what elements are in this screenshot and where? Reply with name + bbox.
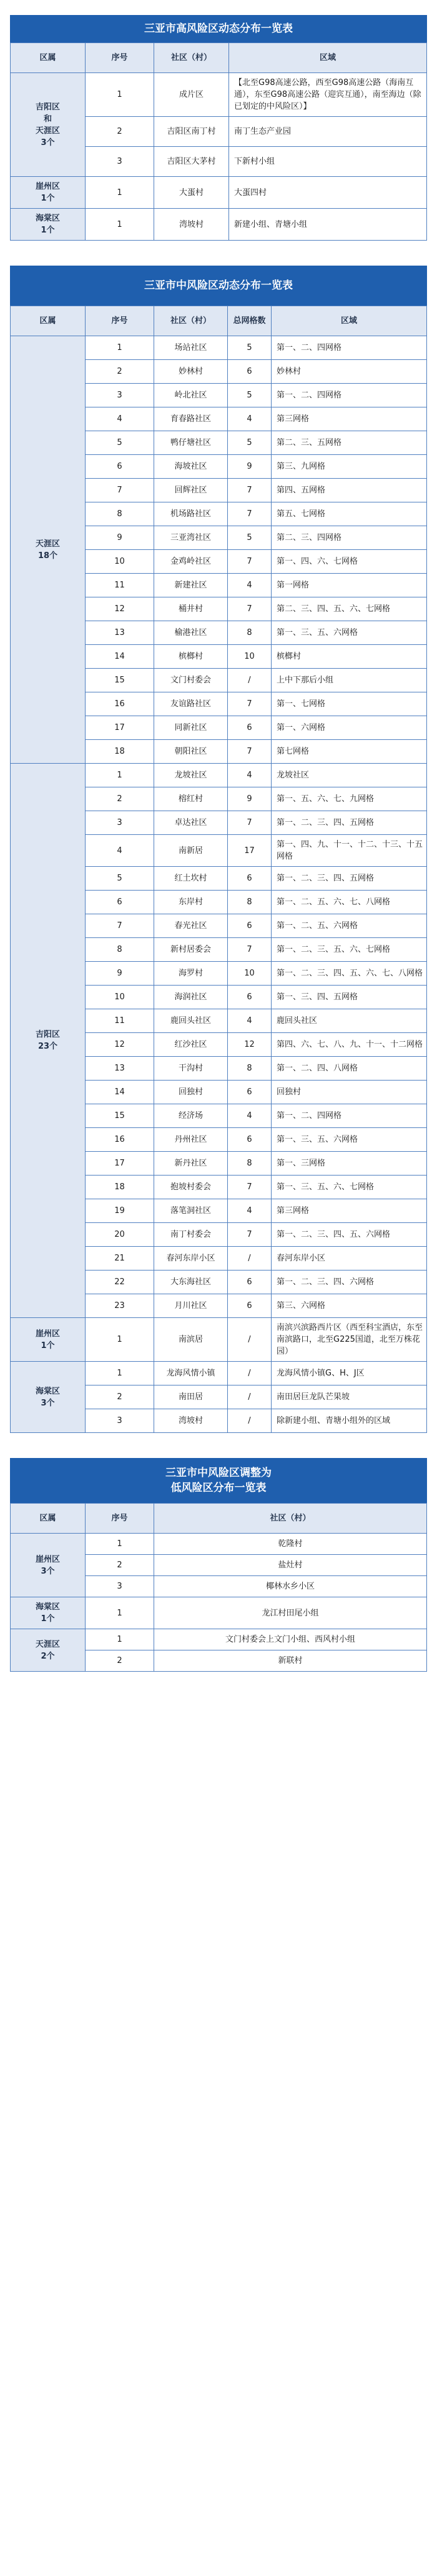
district-cell: 崖州区 3个 bbox=[11, 1534, 86, 1597]
area-cell: 第一、七网格 bbox=[272, 692, 427, 716]
grid-count-cell: 8 bbox=[228, 1152, 272, 1176]
row-number: 14 bbox=[86, 1081, 154, 1104]
grid-count-cell: 6 bbox=[228, 914, 272, 938]
community-cell: 新建社区 bbox=[154, 574, 228, 597]
community-cell: 南新居 bbox=[154, 835, 228, 867]
medium-risk-title: 三亚市中风险区动态分布一览表 bbox=[10, 266, 427, 306]
community-cell: 槟榔村 bbox=[154, 645, 228, 669]
row-number: 12 bbox=[86, 1033, 154, 1057]
area-cell: 第一、四、六、七网格 bbox=[272, 550, 427, 574]
grid-count-cell: 6 bbox=[228, 1294, 272, 1318]
row-number: 15 bbox=[86, 669, 154, 692]
community-cell: 龙海风情小镇 bbox=[154, 1362, 228, 1385]
high-risk-header-row bbox=[11, 43, 427, 73]
row-number: 8 bbox=[86, 502, 154, 526]
row-number: 1 bbox=[86, 1597, 154, 1629]
grid-count-cell: 4 bbox=[228, 764, 272, 787]
area-cell: 第一、三、五、六网格 bbox=[272, 1128, 427, 1152]
community-cell: 榆港社区 bbox=[154, 621, 228, 645]
grid-count-cell: 5 bbox=[228, 384, 272, 407]
community-cell: 鸭仔塘社区 bbox=[154, 431, 228, 455]
row-number: 1 bbox=[86, 764, 154, 787]
header-number: 序号 bbox=[86, 306, 154, 336]
community-cell: 抱坡村委会 bbox=[154, 1176, 228, 1199]
community-cell: 卓达社区 bbox=[154, 811, 228, 835]
row-number: 14 bbox=[86, 645, 154, 669]
community-cell: 大东海社区 bbox=[154, 1271, 228, 1294]
community-cell: 大蛋村 bbox=[154, 177, 229, 209]
row-number: 20 bbox=[86, 1223, 154, 1247]
row-number: 9 bbox=[86, 526, 154, 550]
row-number: 21 bbox=[86, 1247, 154, 1271]
row-number: 11 bbox=[86, 574, 154, 597]
area-cell: 第一、三、五、六网格 bbox=[272, 621, 427, 645]
area-cell: 第一、四、九、十一、十二、十三、十五网格 bbox=[272, 835, 427, 867]
adjusted-section bbox=[0, 1458, 437, 1672]
grid-count-cell: 6 bbox=[228, 716, 272, 740]
district-cell: 吉阳区 23个 bbox=[11, 764, 86, 1318]
grid-count-cell: / bbox=[228, 1247, 272, 1271]
area-cell: 南丁生态产业园 bbox=[229, 117, 427, 147]
header-community: 社区（村） bbox=[154, 306, 228, 336]
area-cell: 第一、二、三、四、五、六、七、八网格 bbox=[272, 962, 427, 986]
community-cell: 回辉社区 bbox=[154, 479, 228, 502]
district-cell: 海棠区 1个 bbox=[11, 1597, 86, 1629]
table-row bbox=[11, 336, 427, 360]
community-cell: 岭北社区 bbox=[154, 384, 228, 407]
community-cell: 龙江村田尾小组 bbox=[154, 1597, 427, 1629]
community-cell: 金鸡岭社区 bbox=[154, 550, 228, 574]
community-cell: 龙坡社区 bbox=[154, 764, 228, 787]
community-cell: 南丁村委会 bbox=[154, 1223, 228, 1247]
area-cell: 【北至G98高速公路，西至G98高速公路（海南互通），东至G98高速公路（迎宾互通），南至海边（除已划定的中风险区）】 bbox=[229, 73, 427, 117]
community-cell: 海罗村 bbox=[154, 962, 228, 986]
district-cell: 天涯区 18个 bbox=[11, 336, 86, 764]
adjusted-title-line2: 低风险区分布一览表 bbox=[170, 1482, 267, 1494]
community-cell: 同新社区 bbox=[154, 716, 228, 740]
area-cell: 第一、二、四网格 bbox=[272, 336, 427, 360]
community-cell: 榕红村 bbox=[154, 787, 228, 811]
area-cell: 槟榔村 bbox=[272, 645, 427, 669]
row-number: 5 bbox=[86, 867, 154, 891]
row-number: 16 bbox=[86, 692, 154, 716]
row-number: 4 bbox=[86, 835, 154, 867]
community-cell: 湾坡村 bbox=[154, 209, 229, 241]
medium-risk-section bbox=[0, 266, 437, 1433]
grid-count-cell: 5 bbox=[228, 526, 272, 550]
table-row bbox=[11, 209, 427, 241]
row-number: 11 bbox=[86, 1009, 154, 1033]
area-cell: 南滨兴滨路西片区（西至科宝酒店，东至南滨路口，北至G225国道，北至万株花园） bbox=[272, 1318, 427, 1362]
adjusted-header-row bbox=[11, 1504, 427, 1534]
grid-count-cell: 7 bbox=[228, 550, 272, 574]
community-cell: 机场路社区 bbox=[154, 502, 228, 526]
row-number: 1 bbox=[86, 177, 154, 209]
area-cell: 回独村 bbox=[272, 1081, 427, 1104]
community-cell: 东岸村 bbox=[154, 891, 228, 914]
adjusted-table bbox=[10, 1503, 427, 1672]
header-number: 序号 bbox=[86, 43, 154, 73]
grid-count-cell: 7 bbox=[228, 502, 272, 526]
row-number: 5 bbox=[86, 431, 154, 455]
row-number: 7 bbox=[86, 914, 154, 938]
grid-count-cell: 9 bbox=[228, 787, 272, 811]
medium-risk-table bbox=[10, 306, 427, 1433]
row-number: 13 bbox=[86, 1057, 154, 1081]
community-cell: 春光社区 bbox=[154, 914, 228, 938]
grid-count-cell: 9 bbox=[228, 455, 272, 479]
area-cell: 第一、三网格 bbox=[272, 1152, 427, 1176]
high-risk-section bbox=[0, 15, 437, 241]
grid-count-cell: 4 bbox=[228, 407, 272, 431]
grid-count-cell: 7 bbox=[228, 692, 272, 716]
row-number: 2 bbox=[86, 117, 154, 147]
high-risk-table bbox=[10, 42, 427, 241]
grid-count-cell: 6 bbox=[228, 1271, 272, 1294]
area-cell: 第一、二、四、八网格 bbox=[272, 1057, 427, 1081]
area-cell: 龙坡社区 bbox=[272, 764, 427, 787]
grid-count-cell: 6 bbox=[228, 867, 272, 891]
grid-count-cell: 7 bbox=[228, 938, 272, 962]
area-cell: 妙林村 bbox=[272, 360, 427, 384]
area-cell: 南田居巨龙队芒果坡 bbox=[272, 1385, 427, 1409]
area-cell: 第一、二、五、六网格 bbox=[272, 914, 427, 938]
community-cell: 桶井村 bbox=[154, 597, 228, 621]
row-number: 19 bbox=[86, 1199, 154, 1223]
district-cell: 崖州区 1个 bbox=[11, 1318, 86, 1362]
area-cell: 第一、二、三、四、六网格 bbox=[272, 1271, 427, 1294]
row-number: 2 bbox=[86, 1650, 154, 1672]
community-cell: 新联村 bbox=[154, 1650, 427, 1672]
area-cell: 第一、六网格 bbox=[272, 716, 427, 740]
area-cell: 第一、三、四、五网格 bbox=[272, 986, 427, 1009]
community-cell: 鹿回头社区 bbox=[154, 1009, 228, 1033]
area-cell: 春河东岸小区 bbox=[272, 1247, 427, 1271]
area-cell: 第二、三、四网格 bbox=[272, 526, 427, 550]
row-number: 6 bbox=[86, 891, 154, 914]
area-cell: 龙海风情小镇G、H、J区 bbox=[272, 1362, 427, 1385]
row-number: 2 bbox=[86, 1555, 154, 1576]
district-cell: 天涯区 2个 bbox=[11, 1629, 86, 1672]
row-number: 18 bbox=[86, 1176, 154, 1199]
row-number: 16 bbox=[86, 1128, 154, 1152]
grid-count-cell: / bbox=[228, 1318, 272, 1362]
row-number: 12 bbox=[86, 597, 154, 621]
area-cell: 第二、三、五网格 bbox=[272, 431, 427, 455]
area-cell: 第一、二、三、四、五网格 bbox=[272, 811, 427, 835]
community-cell: 成片区 bbox=[154, 73, 229, 117]
row-number: 3 bbox=[86, 1576, 154, 1597]
grid-count-cell: 8 bbox=[228, 891, 272, 914]
community-cell: 新村居委会 bbox=[154, 938, 228, 962]
community-cell: 回独村 bbox=[154, 1081, 228, 1104]
table-row bbox=[11, 1597, 427, 1629]
grid-count-cell: 6 bbox=[228, 360, 272, 384]
community-cell: 吉阳区大茅村 bbox=[154, 147, 229, 177]
community-cell: 红土坎村 bbox=[154, 867, 228, 891]
adjusted-body bbox=[11, 1534, 427, 1672]
table-row bbox=[11, 177, 427, 209]
header-district: 区属 bbox=[11, 1504, 86, 1534]
community-cell: 海润社区 bbox=[154, 986, 228, 1009]
grid-count-cell: 17 bbox=[228, 835, 272, 867]
header-area: 区域 bbox=[229, 43, 427, 73]
area-cell: 新建小组、青塘小组 bbox=[229, 209, 427, 241]
community-cell: 文门村委会 bbox=[154, 669, 228, 692]
row-number: 1 bbox=[86, 73, 154, 117]
table-row bbox=[11, 1629, 427, 1650]
table-row bbox=[11, 73, 427, 117]
header-area: 区域 bbox=[272, 306, 427, 336]
community-cell: 春河东岸小区 bbox=[154, 1247, 228, 1271]
row-number: 3 bbox=[86, 1409, 154, 1433]
row-number: 15 bbox=[86, 1104, 154, 1128]
community-cell: 乾隆村 bbox=[154, 1534, 427, 1555]
row-number: 2 bbox=[86, 1385, 154, 1409]
table-row bbox=[11, 1362, 427, 1385]
area-cell: 第三网格 bbox=[272, 407, 427, 431]
table-row bbox=[11, 1318, 427, 1362]
area-cell: 第一、二、三、五、六、七网格 bbox=[272, 938, 427, 962]
community-cell: 海坡社区 bbox=[154, 455, 228, 479]
high-risk-title: 三亚市高风险区动态分布一览表 bbox=[10, 15, 427, 42]
row-number: 1 bbox=[86, 1534, 154, 1555]
medium-risk-header-row bbox=[11, 306, 427, 336]
district-cell: 海棠区 1个 bbox=[11, 209, 86, 241]
grid-count-cell: 5 bbox=[228, 336, 272, 360]
grid-count-cell: 8 bbox=[228, 1057, 272, 1081]
district-cell: 吉阳区 和 天涯区 3个 bbox=[11, 73, 86, 177]
row-number: 1 bbox=[86, 209, 154, 241]
row-number: 2 bbox=[86, 787, 154, 811]
community-cell: 月川社区 bbox=[154, 1294, 228, 1318]
row-number: 3 bbox=[86, 147, 154, 177]
row-number: 18 bbox=[86, 740, 154, 764]
community-cell: 新丹社区 bbox=[154, 1152, 228, 1176]
row-number: 4 bbox=[86, 407, 154, 431]
grid-count-cell: / bbox=[228, 1385, 272, 1409]
community-cell: 丹州社区 bbox=[154, 1128, 228, 1152]
header-community: 社区（村） bbox=[154, 1504, 427, 1534]
grid-count-cell: 12 bbox=[228, 1033, 272, 1057]
high-risk-body bbox=[11, 73, 427, 241]
area-cell: 第二、三、四、五、六、七网格 bbox=[272, 597, 427, 621]
community-cell: 落笔洞社区 bbox=[154, 1199, 228, 1223]
community-cell: 椰林水乡小区 bbox=[154, 1576, 427, 1597]
table-row bbox=[11, 764, 427, 787]
row-number: 9 bbox=[86, 962, 154, 986]
grid-count-cell: 4 bbox=[228, 1009, 272, 1033]
area-cell: 第一、二、五、六、七、八网格 bbox=[272, 891, 427, 914]
header-district: 区属 bbox=[11, 43, 86, 73]
row-number: 6 bbox=[86, 455, 154, 479]
row-number: 10 bbox=[86, 550, 154, 574]
grid-count-cell: 5 bbox=[228, 431, 272, 455]
row-number: 10 bbox=[86, 986, 154, 1009]
row-number: 8 bbox=[86, 938, 154, 962]
community-cell: 友谊路社区 bbox=[154, 692, 228, 716]
area-cell: 第一、二、三、四、五网格 bbox=[272, 867, 427, 891]
community-cell: 红沙社区 bbox=[154, 1033, 228, 1057]
row-number: 1 bbox=[86, 336, 154, 360]
row-number: 2 bbox=[86, 360, 154, 384]
row-number: 1 bbox=[86, 1629, 154, 1650]
grid-count-cell: 7 bbox=[228, 1176, 272, 1199]
area-cell: 第三、六网格 bbox=[272, 1294, 427, 1318]
area-cell: 第一网格 bbox=[272, 574, 427, 597]
area-cell: 第一、五、六、七、九网格 bbox=[272, 787, 427, 811]
area-cell: 大蛋四村 bbox=[229, 177, 427, 209]
community-cell: 文门村委会上文门小组、西风村小组 bbox=[154, 1629, 427, 1650]
community-cell: 妙林村 bbox=[154, 360, 228, 384]
community-cell: 朝阳社区 bbox=[154, 740, 228, 764]
row-number: 17 bbox=[86, 716, 154, 740]
grid-count-cell: 7 bbox=[228, 811, 272, 835]
row-number: 13 bbox=[86, 621, 154, 645]
grid-count-cell: 7 bbox=[228, 1223, 272, 1247]
row-number: 1 bbox=[86, 1362, 154, 1385]
area-cell: 上中下那后小组 bbox=[272, 669, 427, 692]
community-cell: 南田居 bbox=[154, 1385, 228, 1409]
table-row bbox=[11, 1534, 427, 1555]
area-cell: 第七网格 bbox=[272, 740, 427, 764]
grid-count-cell: 4 bbox=[228, 1104, 272, 1128]
grid-count-cell: 10 bbox=[228, 645, 272, 669]
community-cell: 场站社区 bbox=[154, 336, 228, 360]
community-cell: 干沟村 bbox=[154, 1057, 228, 1081]
header-total-grids: 总网格数 bbox=[228, 306, 272, 336]
area-cell: 鹿回头社区 bbox=[272, 1009, 427, 1033]
area-cell: 第四、六、七、八、九、十一、十二网格 bbox=[272, 1033, 427, 1057]
row-number: 3 bbox=[86, 811, 154, 835]
row-number: 1 bbox=[86, 1318, 154, 1362]
grid-count-cell: 4 bbox=[228, 1199, 272, 1223]
area-cell: 除新建小组、青塘小组外的区域 bbox=[272, 1409, 427, 1433]
header-community: 社区（村） bbox=[154, 43, 229, 73]
grid-count-cell: 7 bbox=[228, 597, 272, 621]
community-cell: 湾坡村 bbox=[154, 1409, 228, 1433]
area-cell: 第一、二、四网格 bbox=[272, 384, 427, 407]
community-cell: 南滨居 bbox=[154, 1318, 228, 1362]
adjusted-title-line1: 三亚市中风险区调整为 bbox=[165, 1467, 272, 1479]
grid-count-cell: / bbox=[228, 669, 272, 692]
area-cell: 第三、九网格 bbox=[272, 455, 427, 479]
community-cell: 盐灶村 bbox=[154, 1555, 427, 1576]
area-cell: 第一、二、三、四、五、六网格 bbox=[272, 1223, 427, 1247]
area-cell: 下新村小组 bbox=[229, 147, 427, 177]
area-cell: 第一、二、四网格 bbox=[272, 1104, 427, 1128]
grid-count-cell: / bbox=[228, 1362, 272, 1385]
row-number: 17 bbox=[86, 1152, 154, 1176]
grid-count-cell: 10 bbox=[228, 962, 272, 986]
area-cell: 第一、三、五、六、七网格 bbox=[272, 1176, 427, 1199]
medium-risk-body bbox=[11, 336, 427, 1433]
district-cell: 崖州区 1个 bbox=[11, 177, 86, 209]
grid-count-cell: / bbox=[228, 1409, 272, 1433]
community-cell: 经济场 bbox=[154, 1104, 228, 1128]
area-cell: 第三网格 bbox=[272, 1199, 427, 1223]
grid-count-cell: 6 bbox=[228, 1081, 272, 1104]
community-cell: 三亚湾社区 bbox=[154, 526, 228, 550]
area-cell: 第四、五网格 bbox=[272, 479, 427, 502]
header-district: 区属 bbox=[11, 306, 86, 336]
adjusted-title bbox=[10, 1458, 427, 1503]
grid-count-cell: 7 bbox=[228, 740, 272, 764]
row-number: 22 bbox=[86, 1271, 154, 1294]
row-number: 23 bbox=[86, 1294, 154, 1318]
area-cell: 第五、七网格 bbox=[272, 502, 427, 526]
row-number: 7 bbox=[86, 479, 154, 502]
grid-count-cell: 8 bbox=[228, 621, 272, 645]
header-number: 序号 bbox=[86, 1504, 154, 1534]
grid-count-cell: 6 bbox=[228, 986, 272, 1009]
community-cell: 吉阳区南丁村 bbox=[154, 117, 229, 147]
grid-count-cell: 4 bbox=[228, 574, 272, 597]
grid-count-cell: 7 bbox=[228, 479, 272, 502]
row-number: 3 bbox=[86, 384, 154, 407]
community-cell: 育春路社区 bbox=[154, 407, 228, 431]
grid-count-cell: 6 bbox=[228, 1128, 272, 1152]
district-cell: 海棠区 3个 bbox=[11, 1362, 86, 1433]
